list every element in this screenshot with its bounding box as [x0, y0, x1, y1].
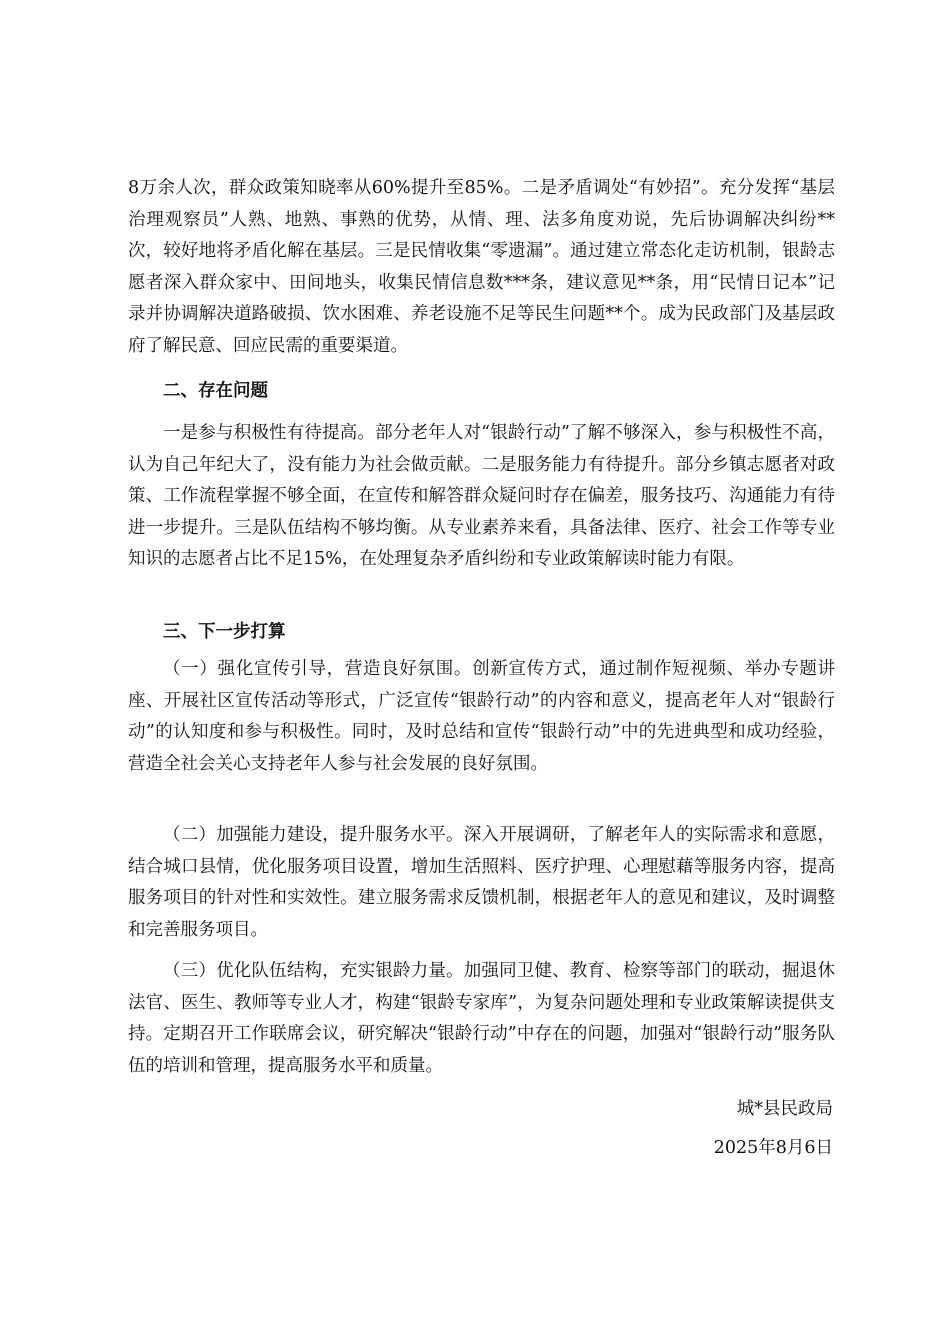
paragraph-next-step-3: （三）优化队伍结构，充实银龄力量。加强同卫健、教育、检察等部门的联动，掘退休法官、医生、教师等专业人才，构建“银龄专家库”，为复杂问题处理和专业政策解读提供支持。定期召开工作联席会议，研究解决“银龄行动”中存在的问题，加强对“银龄行动”服务队伍的培训和管理，提高服务水平和质量。 — [128, 961, 835, 1076]
document-date: 2025年8月6日 — [713, 1138, 833, 1158]
signature-agency: 城*县民政局 — [736, 1099, 833, 1119]
paragraph-next-step-1: （一）强化宣传引导，营造良好氛围。创新宣传方式，通过制作短视频、举办专题讲座、开展社区宣传活动等形式，广泛宣传“银龄行动”的内容和意义，提高老年人对“银龄行动”的认知度和参与积极性。同时，及时总结和宣传“银龄行动”中的先进典型和成功经验，营造全社会关心支持老年人参与社会发展的良好氛围。 — [128, 659, 835, 774]
section-heading-next-steps: 三、下一步打算 — [163, 622, 286, 642]
paragraph-problems: 一是参与积极性有待提高。部分老年人对“银龄行动”了解不够深入，参与积极性不高，认为自己年纪大了，没有能力为社会做贡献。二是服务能力有待提升。部分乡镇志愿者对政策、工作流程掌握不够全面，在宣传和解答群众疑问时存在偏差，服务技巧、沟通能力有待进一步提升。三是队伍结构不够均衡。从专业素养来看，具备法律、医疗、社会工作等专业知识的志愿者占比不足15%，在处理复杂矛盾纠纷和专业政策解读时能力有限。 — [128, 423, 835, 569]
section-heading-problems: 二、存在问题 — [163, 381, 268, 401]
paragraph-next-step-2: （二）加强能力建设，提升服务水平。深入开展调研，了解老年人的实际需求和意愿，结合城口县情，优化服务项目设置，增加生活照料、医疗护理、心理慰藉等服务内容，提高服务项目的针对性和实效性。建立服务需求反馈机制，根据老年人的意见和建议，及时调整和完善服务项目。 — [128, 825, 835, 940]
paragraph-continuation: 8万余人次，群众政策知晓率从60%提升至85%。二是矛盾调处“有妙招”。充分发挥“基层治理观察员”人熟、地熟、事熟的优势，从情、理、法多角度劝说，先后协调解决纠纷**次，较好地将矛盾化解在基层。三是民情收集“零遗漏”。通过建立常态化走访机制，银龄志愿者深入群众家中、田间地头，收集民情信息数***条，建议意见**条，用“民情日记本”记录并协调解决道路破损、饮水困难、养老设施不足等民生问题**个。成为民政部门及基层政府了解民意、回应民需的重要渠道。 — [128, 178, 835, 356]
